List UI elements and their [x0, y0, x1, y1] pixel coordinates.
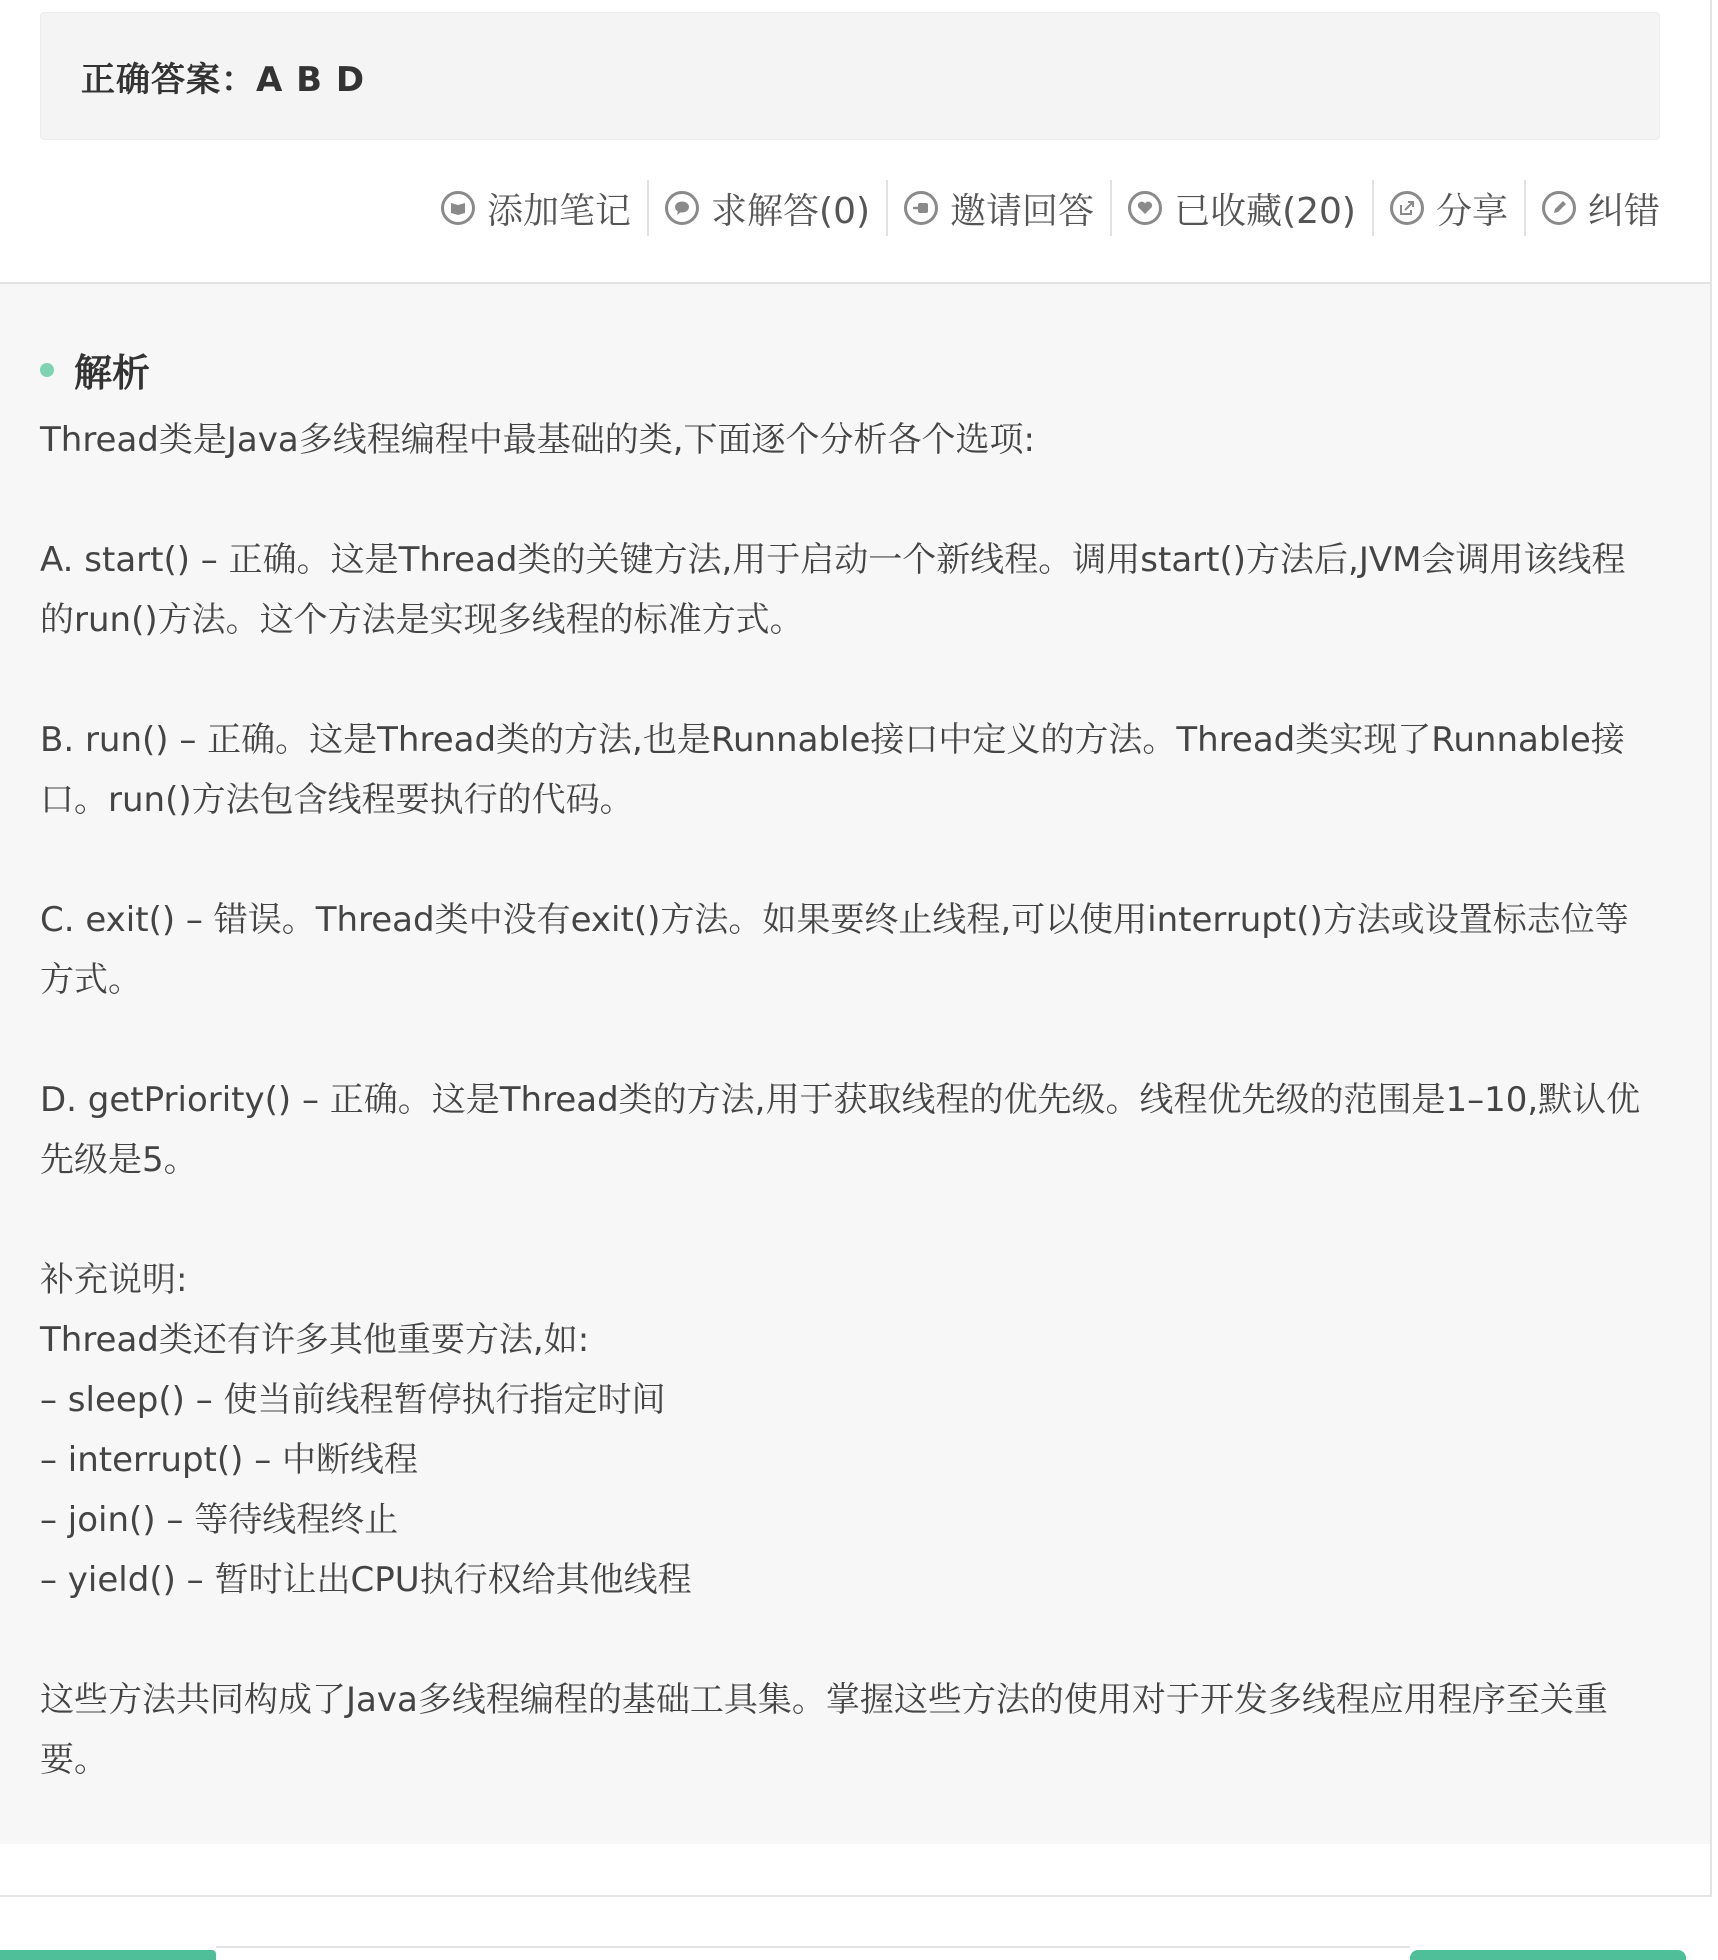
- analysis-line: D. getPriority() – 正确。这是Thread类的方法,用于获取线程的优先级。线程优先级的范围是1–10,默认优: [40, 1080, 1641, 1120]
- analysis-line: 这些方法共同构成了Java多线程编程的基础工具集。掌握这些方法的使用对于开发多线程应用程序至关重: [40, 1680, 1608, 1720]
- report-error-label: 纠错: [1587, 190, 1660, 232]
- report-error-button[interactable]: [1524, 180, 1660, 236]
- analysis-line: 方式。: [40, 960, 142, 1000]
- ask-answer-label: 求解答(0): [711, 190, 871, 232]
- analysis-line: [40, 470, 1670, 530]
- share-button[interactable]: [1372, 180, 1524, 236]
- pencil-icon: [1542, 191, 1576, 225]
- analysis-line: – sleep() – 使当前线程暂停执行指定时间: [40, 1380, 666, 1420]
- share-label: 分享: [1435, 190, 1508, 232]
- correct-answer-value: A B D: [256, 60, 366, 100]
- analysis-panel: [0, 284, 1710, 1844]
- favorite-label: 已收藏(20): [1174, 190, 1356, 232]
- chat-bubble-icon: [665, 191, 699, 225]
- favorite-button[interactable]: [1110, 180, 1372, 236]
- analysis-line: A. start() – 正确。这是Thread类的关键方法,用于启动一个新线程。调用start()方法后,JVM会调用该线程: [40, 540, 1626, 580]
- add-note-button[interactable]: [425, 180, 647, 236]
- correct-answer: [81, 60, 366, 100]
- analysis-line: 口。run()方法包含线程要执行的代码。: [40, 780, 634, 820]
- share-icon: [1390, 191, 1424, 225]
- analysis-line: Thread类是Java多线程编程中最基础的类,下面逐个分析各个选项:: [40, 420, 1035, 460]
- notebook-icon: [441, 191, 475, 225]
- invite-answer-label: 邀请回答: [950, 190, 1095, 232]
- analysis-line: – interrupt() – 中断线程: [40, 1440, 419, 1480]
- analysis-line: [40, 830, 1670, 890]
- analysis-line: [40, 1010, 1670, 1070]
- analysis-line: – join() – 等待线程终止: [40, 1500, 399, 1540]
- correct-answer-label: 正确答案：: [81, 60, 256, 100]
- analysis-title: 解析: [74, 351, 151, 395]
- heart-icon: [1128, 191, 1162, 225]
- bottom-divider: [216, 1946, 1410, 1948]
- analysis-line: 要。: [40, 1740, 108, 1780]
- analysis-content: [40, 410, 1670, 1790]
- invite-answer-button[interactable]: [886, 180, 1110, 236]
- invite-icon: [904, 191, 938, 225]
- analysis-line: [40, 1610, 1670, 1670]
- analysis-header: [40, 342, 150, 397]
- analysis-line: 的run()方法。这个方法是实现多线程的标准方式。: [40, 600, 804, 640]
- analysis-line: Thread类还有许多其他重要方法,如:: [40, 1320, 590, 1360]
- correct-answer-box: [40, 12, 1660, 140]
- analysis-line: B. run() – 正确。这是Thread类的方法,也是Runnable接口中定义的方法。Thread类实现了Runnable接: [40, 720, 1625, 760]
- add-note-label: 添加笔记: [487, 190, 632, 232]
- bottom-left-tab[interactable]: [0, 1950, 216, 1960]
- analysis-line: C. exit() – 错误。Thread类中没有exit()方法。如果要终止线程,可以使用interrupt()方法或设置标志位等: [40, 900, 1629, 940]
- analysis-line: [40, 1190, 1670, 1250]
- action-bar: [425, 180, 1660, 236]
- analysis-line: – yield() – 暂时让出CPU执行权给其他线程: [40, 1560, 692, 1600]
- bullet-dot-icon: [40, 363, 54, 377]
- analysis-line: 先级是5。: [40, 1140, 198, 1180]
- analysis-line: [40, 650, 1670, 710]
- bottom-right-button[interactable]: [1410, 1950, 1686, 1960]
- analysis-line: 补充说明:: [40, 1260, 188, 1300]
- ask-answer-button[interactable]: [647, 180, 886, 236]
